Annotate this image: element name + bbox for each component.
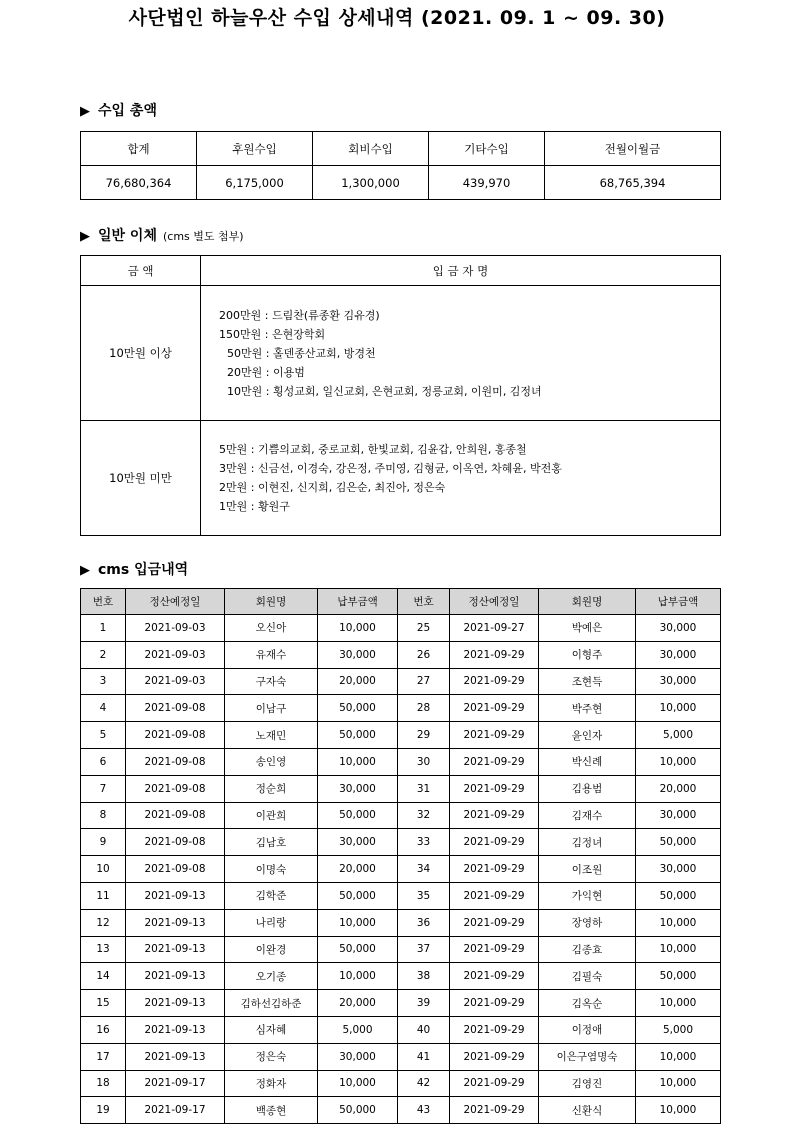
donor-line: 1만원 : 황원구 [219,500,290,513]
member-name: 구자숙 [225,668,318,695]
transfer-header-row [81,256,721,286]
settlement-date: 2021-09-13 [126,909,225,936]
amount-paid: 30,000 [318,641,398,668]
section-title: cms 입금내역 [98,562,189,578]
amount-paid: 5,000 [636,1016,721,1043]
amount-paid: 20,000 [318,990,398,1017]
member-name: 김용범 [539,775,636,802]
value-total: 76,680,364 [81,166,197,200]
member-name: 정화자 [225,1070,318,1097]
amount-paid: 30,000 [636,856,721,883]
row-number: 34 [398,856,450,883]
depositor-list [201,286,721,421]
settlement-date: 2021-09-13 [126,963,225,990]
member-name: 김남호 [225,829,318,856]
amount-paid: 30,000 [318,1043,398,1070]
settlement-date: 2021-09-29 [450,775,539,802]
row-number: 13 [81,936,126,963]
triangle-bullet-icon: ▶ [80,104,90,119]
member-name: 정은숙 [225,1043,318,1070]
row-number: 12 [81,909,126,936]
settlement-date: 2021-09-29 [450,802,539,829]
header-other-income: 기타수입 [429,132,545,166]
summary-value-row [81,166,721,200]
amount-paid: 10,000 [318,1070,398,1097]
row-number: 2 [81,641,126,668]
value-other-income: 439,970 [429,166,545,200]
row-number: 25 [398,615,450,642]
donor-line: 5만원 : 기쁨의교회, 중로교회, 한빛교회, 김윤갑, 안희원, 홍종철 [219,443,527,456]
amount-paid: 10,000 [636,1097,721,1124]
section-note: (cms 별도 첨부) [162,230,244,243]
member-name: 유재수 [225,641,318,668]
section-heading-general-transfer [80,225,244,245]
row-number: 40 [398,1016,450,1043]
amount-paid: 10,000 [318,963,398,990]
member-name: 오신아 [225,615,318,642]
settlement-date: 2021-09-29 [450,1097,539,1124]
member-name: 정순희 [225,775,318,802]
settlement-date: 2021-09-17 [126,1097,225,1124]
donor-line: 10만원 : 횡성교회, 일신교회, 은현교회, 정릉교회, 이원미, 김정녀 [227,384,542,398]
amount-paid: 10,000 [318,615,398,642]
settlement-date: 2021-09-29 [450,1070,539,1097]
row-number: 4 [81,695,126,722]
amount-paid: 30,000 [636,641,721,668]
settlement-date: 2021-09-29 [450,882,539,909]
member-name: 김필숙 [539,963,636,990]
row-number: 29 [398,722,450,749]
settlement-date: 2021-09-13 [126,1016,225,1043]
cms-header-row [81,589,721,615]
settlement-date: 2021-09-13 [126,990,225,1017]
header-settlement-date: 정산예정일 [126,589,225,615]
settlement-date: 2021-09-27 [450,615,539,642]
settlement-date: 2021-09-29 [450,909,539,936]
member-name: 박예은 [539,615,636,642]
settlement-date: 2021-09-29 [450,856,539,883]
row-number: 10 [81,856,126,883]
amount-paid: 50,000 [318,802,398,829]
settlement-date: 2021-09-08 [126,748,225,775]
amount-paid: 10,000 [636,1043,721,1070]
row-number: 16 [81,1016,126,1043]
depositor-list [201,421,721,536]
amount-paid: 20,000 [318,668,398,695]
header-no: 번호 [81,589,126,615]
table-row [81,1043,721,1070]
table-row [81,1097,721,1124]
section-heading-income-total [80,100,157,120]
table-row [81,641,721,668]
donor-line: 50만원 : 홀덴종산교회, 방경천 [227,346,376,360]
settlement-date: 2021-09-13 [126,882,225,909]
amount-paid: 10,000 [636,909,721,936]
member-name: 김정녀 [539,829,636,856]
row-number: 15 [81,990,126,1017]
amount-paid: 50,000 [318,722,398,749]
header-donation-income: 후원수입 [197,132,313,166]
page-title: 사단법인 하늘우산 수입 상세내역 (2021. 09. 1 ~ 09. 30) [128,7,666,29]
value-donation-income: 6,175,000 [197,166,313,200]
member-name: 이명숙 [225,856,318,883]
summary-header-row [81,132,721,166]
settlement-date: 2021-09-29 [450,990,539,1017]
table-row [81,668,721,695]
settlement-date: 2021-09-29 [450,695,539,722]
settlement-date: 2021-09-08 [126,829,225,856]
row-number: 26 [398,641,450,668]
table-row [81,909,721,936]
table-row [81,1070,721,1097]
member-name: 이은구염명숙 [539,1043,636,1070]
amount-paid: 5,000 [318,1016,398,1043]
amount-paid: 50,000 [318,695,398,722]
header-amount-paid: 납부금액 [636,589,721,615]
amount-paid: 30,000 [636,615,721,642]
row-number: 41 [398,1043,450,1070]
amount-paid: 10,000 [636,1070,721,1097]
amount-paid: 20,000 [318,856,398,883]
amount-paid: 10,000 [636,695,721,722]
member-name: 송인영 [225,748,318,775]
settlement-date: 2021-09-29 [450,668,539,695]
settlement-date: 2021-09-17 [126,1070,225,1097]
header-no: 번호 [398,589,450,615]
settlement-date: 2021-09-08 [126,695,225,722]
member-name: 김재수 [539,802,636,829]
settlement-date: 2021-09-29 [450,1016,539,1043]
table-row [81,963,721,990]
row-number: 28 [398,695,450,722]
member-name: 나리랑 [225,909,318,936]
donor-line: 3만원 : 신금선, 이경숙, 강은정, 주미영, 김형균, 이옥연, 차혜윤, 박전홍 [219,462,562,475]
cms-deposit-table [80,588,721,1124]
row-number: 1 [81,615,126,642]
table-row [81,882,721,909]
member-name: 윤인자 [539,722,636,749]
table-row [81,990,721,1017]
table-row [81,615,721,642]
row-number: 14 [81,963,126,990]
amount-paid: 10,000 [318,748,398,775]
value-membership-income: 1,300,000 [313,166,429,200]
settlement-date: 2021-09-03 [126,668,225,695]
row-number: 32 [398,802,450,829]
member-name: 박신례 [539,748,636,775]
settlement-date: 2021-09-29 [450,1043,539,1070]
member-name: 김종효 [539,936,636,963]
header-membership-income: 회비수입 [313,132,429,166]
section-heading-cms [80,559,188,579]
general-transfer-table [80,255,721,536]
member-name: 노재민 [225,722,318,749]
row-number: 17 [81,1043,126,1070]
donor-line: 150만원 : 은현장학회 [219,327,326,341]
row-number: 39 [398,990,450,1017]
amount-paid: 50,000 [318,1097,398,1124]
income-summary-table [80,131,721,200]
row-number: 36 [398,909,450,936]
header-member-name: 회원명 [539,589,636,615]
amount-paid: 50,000 [318,882,398,909]
amount-paid: 30,000 [318,775,398,802]
row-number: 43 [398,1097,450,1124]
amount-range: 10만원 이상 [81,286,201,421]
amount-paid: 30,000 [636,668,721,695]
member-name: 조현득 [539,668,636,695]
settlement-date: 2021-09-08 [126,856,225,883]
amount-paid: 50,000 [318,936,398,963]
row-number: 30 [398,748,450,775]
row-number: 9 [81,829,126,856]
header-amount-paid: 납부금액 [318,589,398,615]
header-amount: 금 액 [81,256,201,286]
row-number: 31 [398,775,450,802]
amount-paid: 50,000 [636,829,721,856]
member-name: 장영하 [539,909,636,936]
row-number: 37 [398,936,450,963]
amount-paid: 10,000 [636,748,721,775]
amount-paid: 30,000 [318,829,398,856]
member-name: 박주현 [539,695,636,722]
table-row [81,775,721,802]
member-name: 이완경 [225,936,318,963]
table-row [81,722,721,749]
amount-paid: 10,000 [636,936,721,963]
row-number: 11 [81,882,126,909]
value-carryover: 68,765,394 [545,166,721,200]
row-number: 7 [81,775,126,802]
header-member-name: 회원명 [225,589,318,615]
settlement-date: 2021-09-29 [450,748,539,775]
row-number: 19 [81,1097,126,1124]
settlement-date: 2021-09-08 [126,802,225,829]
member-name: 이조원 [539,856,636,883]
table-row [81,856,721,883]
row-number: 38 [398,963,450,990]
row-number: 42 [398,1070,450,1097]
member-name: 이남구 [225,695,318,722]
table-row [81,1016,721,1043]
member-name: 가익현 [539,882,636,909]
member-name: 신환식 [539,1097,636,1124]
settlement-date: 2021-09-08 [126,722,225,749]
member-name: 이정애 [539,1016,636,1043]
amount-paid: 5,000 [636,722,721,749]
settlement-date: 2021-09-03 [126,615,225,642]
table-row [81,802,721,829]
amount-paid: 50,000 [636,882,721,909]
section-title: 수입 총액 [98,103,157,119]
donor-line: 200만원 : 드림찬(류종환 김유경) [219,308,380,322]
member-name: 심자혜 [225,1016,318,1043]
row-number: 8 [81,802,126,829]
amount-range: 10만원 미만 [81,421,201,536]
member-name: 김옥순 [539,990,636,1017]
amount-paid: 50,000 [636,963,721,990]
header-total: 합계 [81,132,197,166]
cms-table-body [81,615,721,1124]
member-name: 김학준 [225,882,318,909]
settlement-date: 2021-09-13 [126,936,225,963]
settlement-date: 2021-09-03 [126,641,225,668]
member-name: 김영진 [539,1070,636,1097]
row-number: 35 [398,882,450,909]
triangle-bullet-icon: ▶ [80,563,90,578]
settlement-date: 2021-09-29 [450,963,539,990]
row-number: 27 [398,668,450,695]
amount-paid: 30,000 [636,802,721,829]
transfer-group-row [81,286,721,421]
member-name: 이관희 [225,802,318,829]
row-number: 5 [81,722,126,749]
table-row [81,695,721,722]
amount-paid: 20,000 [636,775,721,802]
section-title: 일반 이체 [98,228,157,244]
row-number: 33 [398,829,450,856]
settlement-date: 2021-09-29 [450,722,539,749]
member-name: 오기종 [225,963,318,990]
table-row [81,829,721,856]
amount-paid: 10,000 [318,909,398,936]
header-carryover: 전월이월금 [545,132,721,166]
donor-line: 2만원 : 이현진, 신지희, 김은순, 최진아, 정은숙 [219,481,446,494]
member-name: 김하선김하준 [225,990,318,1017]
amount-paid: 10,000 [636,990,721,1017]
row-number: 3 [81,668,126,695]
settlement-date: 2021-09-29 [450,936,539,963]
table-row [81,936,721,963]
triangle-bullet-icon: ▶ [80,229,90,244]
table-row [81,748,721,775]
row-number: 6 [81,748,126,775]
header-settlement-date: 정산예정일 [450,589,539,615]
settlement-date: 2021-09-13 [126,1043,225,1070]
donor-line: 20만원 : 이용범 [227,365,305,379]
header-depositor-names: 입 금 자 명 [201,256,721,286]
transfer-group-row [81,421,721,536]
settlement-date: 2021-09-08 [126,775,225,802]
row-number: 18 [81,1070,126,1097]
settlement-date: 2021-09-29 [450,829,539,856]
member-name: 이형주 [539,641,636,668]
member-name: 백종현 [225,1097,318,1124]
settlement-date: 2021-09-29 [450,641,539,668]
